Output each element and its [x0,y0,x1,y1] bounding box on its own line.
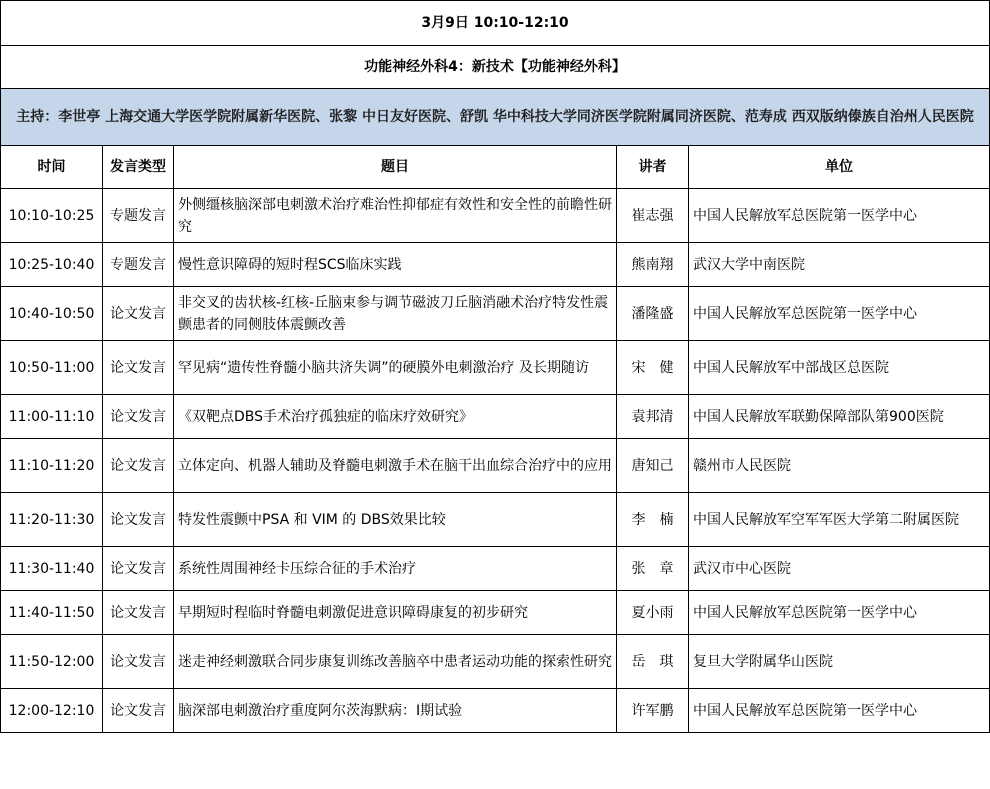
table-row [1,341,990,395]
col-header-time: 时间 [1,146,103,189]
cell-unit: 武汉市中心医院 [689,547,990,591]
cell-time: 12:00-12:10 [1,689,103,733]
cell-unit: 赣州市人民医院 [689,439,990,493]
table-row [1,689,990,733]
col-header-speaker: 讲者 [617,146,689,189]
cell-type: 论文发言 [103,439,174,493]
table-row [1,439,990,493]
cell-speaker: 宋 健 [617,341,689,395]
table-row [1,635,990,689]
cell-unit: 武汉大学中南医院 [689,243,990,287]
cell-time: 11:40-11:50 [1,591,103,635]
cell-title: 早期短时程临时脊髓电刺激促进意识障碍康复的初步研究 [174,591,617,635]
cell-title: 罕见病“遗传性脊髓小脑共济失调”的硬膜外电刺激治疗 及长期随访 [174,341,617,395]
cell-type: 论文发言 [103,689,174,733]
session-hosts: 主持：李世亭 上海交通大学医学院附属新华医院、张黎 中日友好医院、舒凯 华中科技大学同济医学院附属同济医院、范寿成 西双版纳傣族自治州人民医院 [1,89,990,146]
table-row [1,395,990,439]
cell-title: 外侧缰核脑深部电刺激术治疗难治性抑郁症有效性和安全性的前瞻性研究 [174,189,617,243]
cell-unit: 中国人民解放军总医院第一医学中心 [689,591,990,635]
col-header-unit: 单位 [689,146,990,189]
cell-time: 10:40-10:50 [1,287,103,341]
cell-unit: 中国人民解放军联勤保障部队第900医院 [689,395,990,439]
cell-unit: 中国人民解放军总医院第一医学中心 [689,689,990,733]
cell-speaker: 李 楠 [617,493,689,547]
cell-type: 论文发言 [103,591,174,635]
cell-speaker: 夏小雨 [617,591,689,635]
cell-title: 脑深部电刺激治疗重度阿尔茨海默病：I期试验 [174,689,617,733]
table-row [1,287,990,341]
cell-type: 专题发言 [103,243,174,287]
col-header-title: 题目 [174,146,617,189]
table-row [1,547,990,591]
hosts-row [1,89,990,146]
cell-unit: 中国人民解放军总医院第一医学中心 [689,189,990,243]
cell-speaker: 潘隆盛 [617,287,689,341]
cell-speaker: 熊南翔 [617,243,689,287]
table-row [1,591,990,635]
session-title-row [1,46,990,89]
cell-speaker: 崔志强 [617,189,689,243]
cell-speaker: 张 章 [617,547,689,591]
session-title: 功能神经外科4：新技术【功能神经外科】 [1,46,990,89]
cell-type: 论文发言 [103,635,174,689]
cell-speaker: 许军鹏 [617,689,689,733]
cell-title: 非交叉的齿状核-红核-丘脑束参与调节磁波刀丘脑消融术治疗特发性震颤患者的同侧肢体震颤改善 [174,287,617,341]
cell-unit: 中国人民解放军空军军医大学第二附属医院 [689,493,990,547]
cell-time: 10:25-10:40 [1,243,103,287]
cell-type: 论文发言 [103,287,174,341]
cell-type: 论文发言 [103,493,174,547]
cell-speaker: 唐知己 [617,439,689,493]
cell-type: 论文发言 [103,547,174,591]
cell-time: 10:50-11:00 [1,341,103,395]
cell-title: 立体定向、机器人辅助及脊髓电刺激手术在脑干出血综合治疗中的应用 [174,439,617,493]
cell-time: 11:10-11:20 [1,439,103,493]
cell-time: 11:20-11:30 [1,493,103,547]
cell-speaker: 岳 琪 [617,635,689,689]
cell-time: 11:30-11:40 [1,547,103,591]
cell-time: 11:50-12:00 [1,635,103,689]
cell-unit: 复旦大学附属华山医院 [689,635,990,689]
date-row [1,1,990,46]
cell-unit: 中国人民解放军中部战区总医院 [689,341,990,395]
session-date-time: 3月9日 10:10-12:10 [1,1,990,46]
cell-title: 慢性意识障碍的短时程SCS临床实践 [174,243,617,287]
cell-time: 10:10-10:25 [1,189,103,243]
cell-title: 《双靶点DBS手术治疗孤独症的临床疗效研究》 [174,395,617,439]
cell-title: 迷走神经刺激联合同步康复训练改善脑卒中患者运动功能的探索性研究 [174,635,617,689]
cell-time: 11:00-11:10 [1,395,103,439]
table-row [1,189,990,243]
cell-title: 特发性震颤中PSA 和 VIM 的 DBS效果比较 [174,493,617,547]
cell-type: 论文发言 [103,341,174,395]
col-header-type: 发言类型 [103,146,174,189]
cell-unit: 中国人民解放军总医院第一医学中心 [689,287,990,341]
cell-title: 系统性周围神经卡压综合征的手术治疗 [174,547,617,591]
table-row [1,243,990,287]
table-row [1,493,990,547]
cell-type: 论文发言 [103,395,174,439]
cell-speaker: 袁邦清 [617,395,689,439]
cell-type: 专题发言 [103,189,174,243]
column-header-row [1,146,990,189]
